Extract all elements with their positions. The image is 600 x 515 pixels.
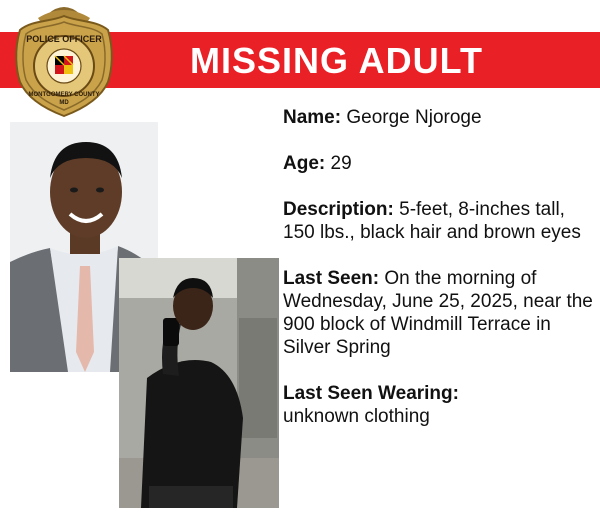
age-value: 29 xyxy=(325,153,352,174)
page-title: MISSING ADULT xyxy=(190,40,483,81)
last-seen-field xyxy=(283,267,598,359)
badge-bottom-text: MONTGOMERY COUNTY xyxy=(28,92,100,98)
age-label: Age: xyxy=(283,153,326,174)
last-seen-wearing-label: Last Seen Wearing: xyxy=(283,383,459,404)
name-field xyxy=(283,106,598,129)
police-badge-logo xyxy=(8,0,120,120)
last-seen-value: On the morning of Wednesday, June 25, 2025, near the 900 block of Windmill Terrace in Silver Spring xyxy=(283,268,593,358)
mirror-selfie-photo xyxy=(119,258,279,508)
age-field xyxy=(283,152,598,175)
last-seen-wearing-value: unknown clothing xyxy=(283,406,430,427)
missing-person-details xyxy=(283,106,598,451)
description-value: 5-feet, 8-inches tall, 150 lbs., black hair and brown eyes xyxy=(283,199,581,243)
badge-top-text: POLICE OFFICER xyxy=(26,34,102,44)
badge-state-text: MD xyxy=(59,100,69,106)
description-label: Description: xyxy=(283,199,394,220)
name-value: George Njoroge xyxy=(341,107,482,128)
last-seen-label: Last Seen: xyxy=(283,268,380,289)
name-label: Name: xyxy=(283,107,342,128)
description-field xyxy=(283,198,598,244)
last-seen-wearing-field xyxy=(283,382,598,428)
